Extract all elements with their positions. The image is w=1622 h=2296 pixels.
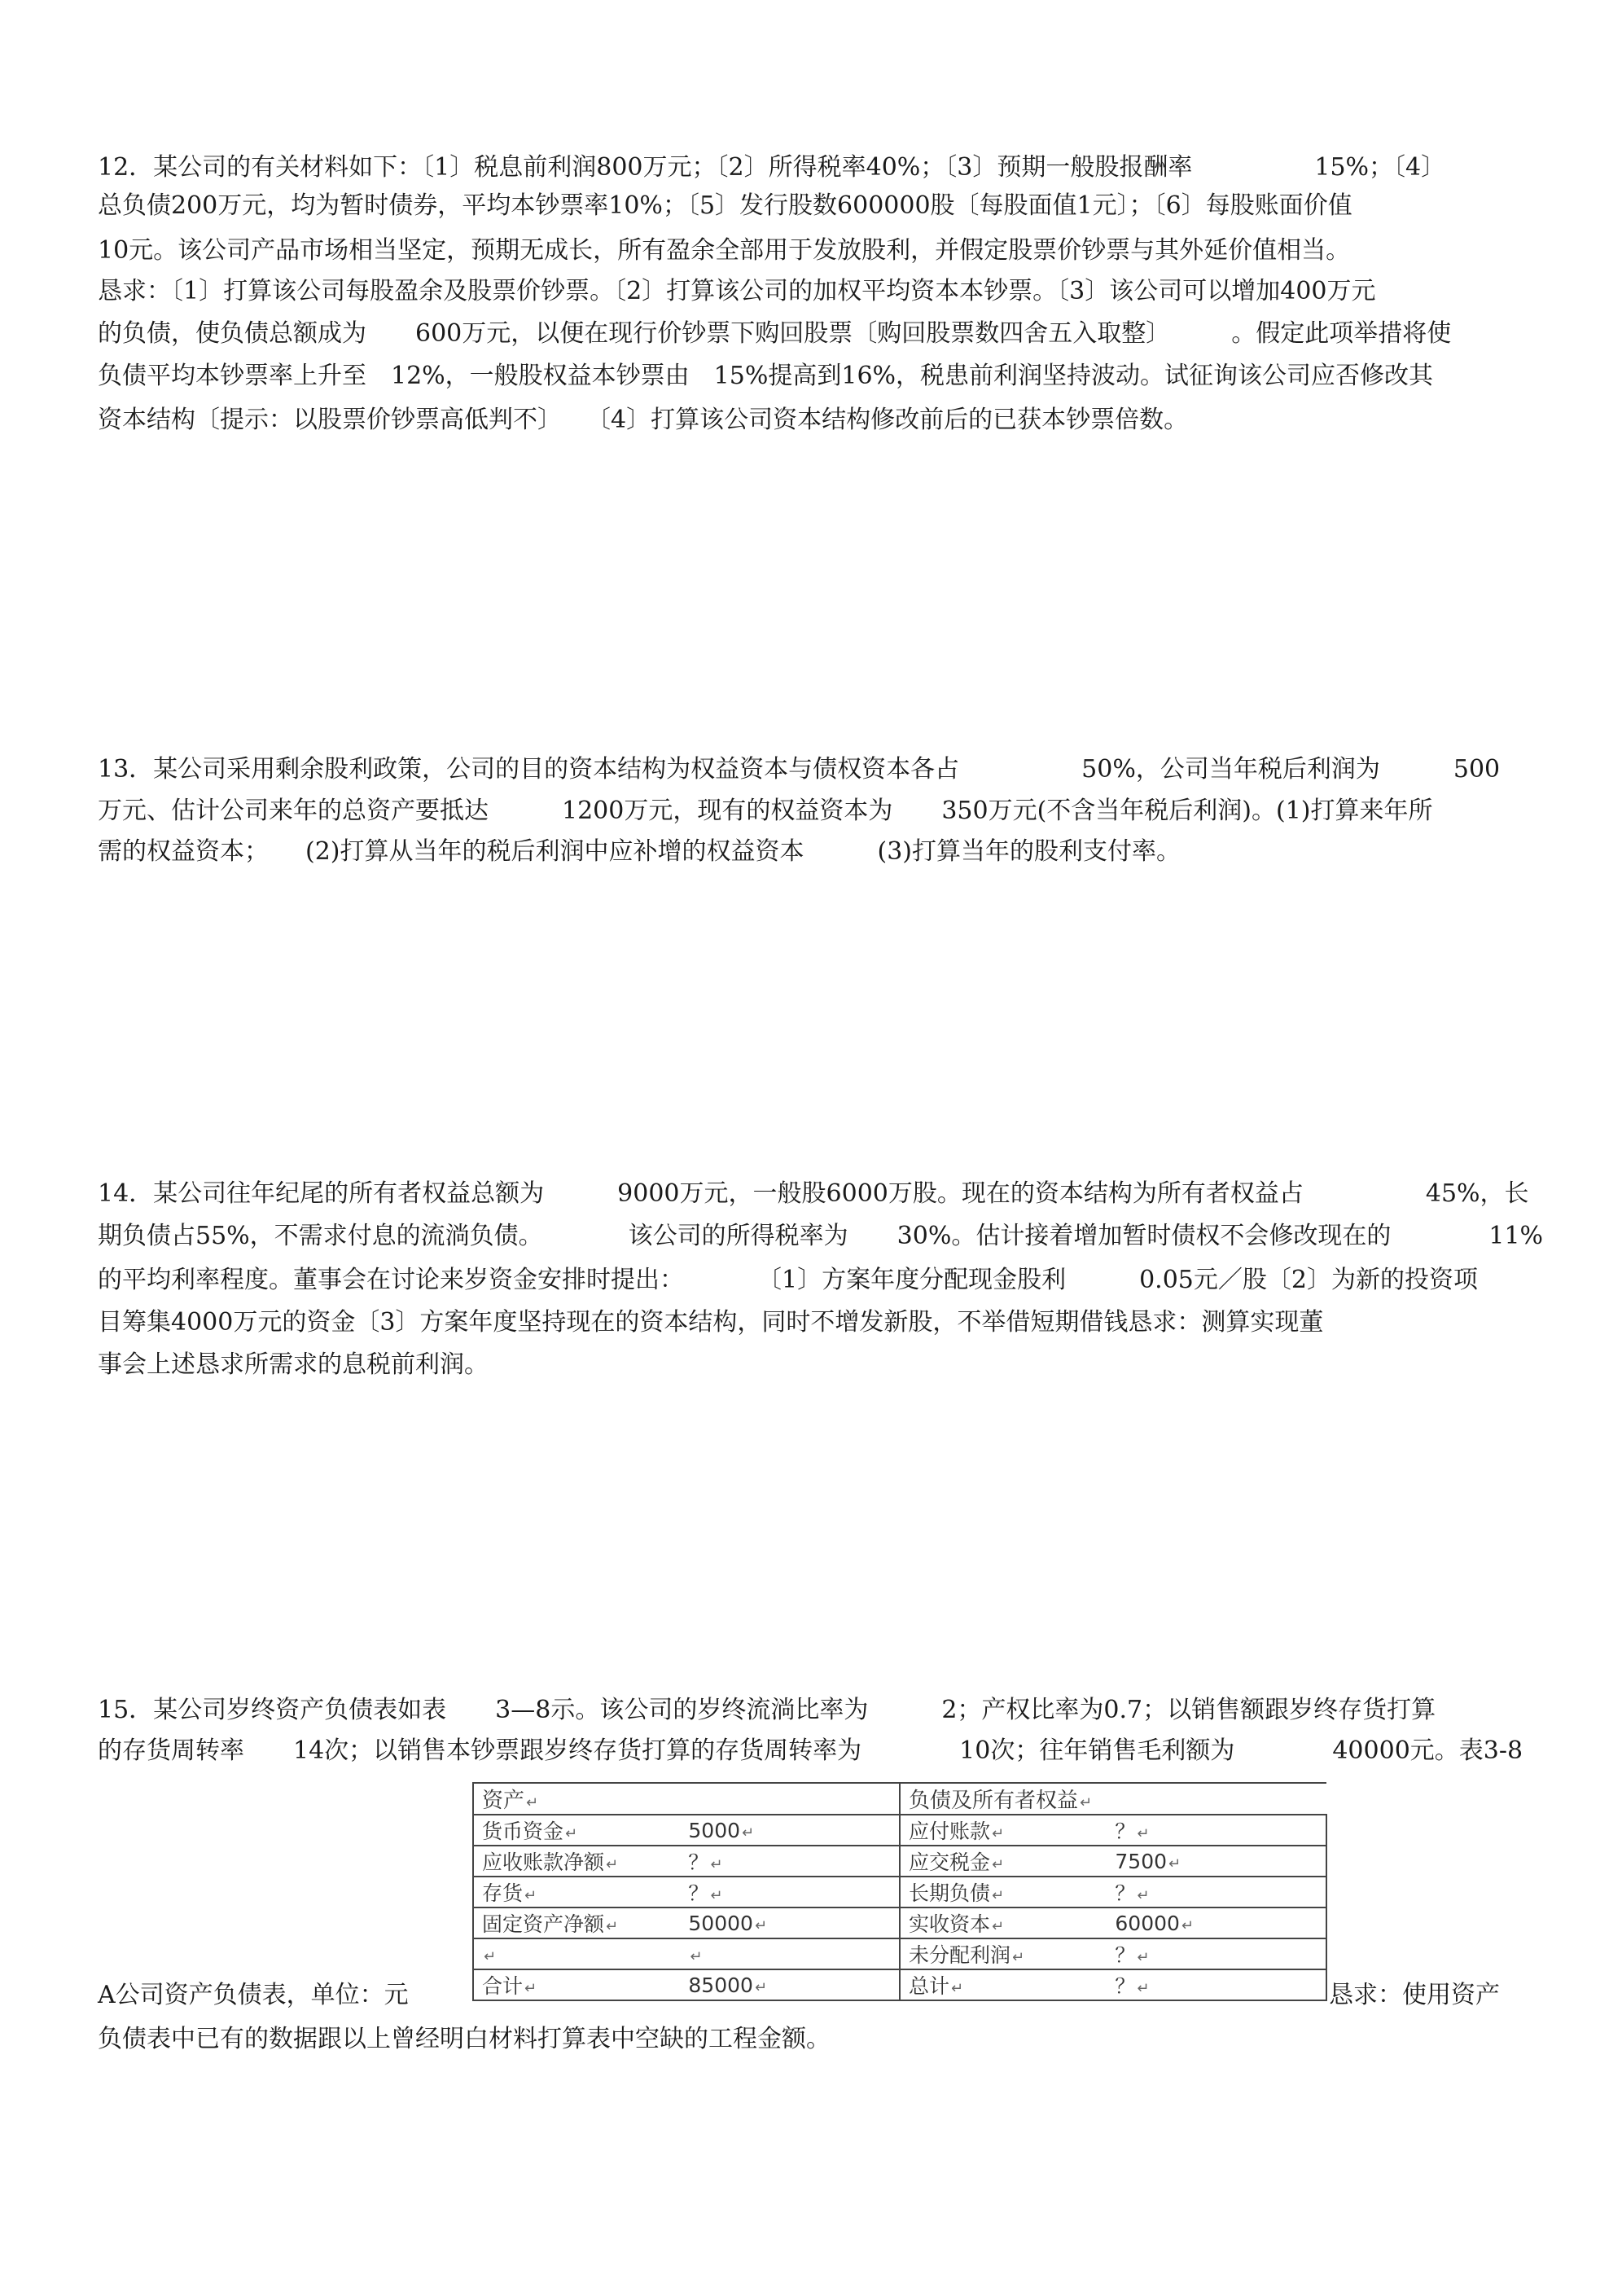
q13-line-2: 万元、估计公司来年的总资产要抵达 1200万元，现有的权益资本为 350万元(不含当年税后利润)。(1)打算来年所 <box>98 797 1433 825</box>
cell-label: 应收账款净额 ↵ <box>473 1846 680 1877</box>
q12-line-2: 总负债200万元，均为暂时债券，平均本钞票率10%；〔5〕发行股数600000股〔每股面值1元〕；〔6〕每股账面价值 <box>98 191 1352 220</box>
cell-value: ？ ↵ <box>1107 1815 1326 1846</box>
table-row <box>473 1815 1326 1846</box>
q13-line-1: 13．某公司采用剩余股利政策，公司的目的资本结构为权益资本与债权资本各占 50%，公司当年税后利润为 500 <box>98 755 1501 784</box>
cell-value: 7500 ↵ <box>1107 1846 1326 1877</box>
table-header-row <box>473 1783 1326 1815</box>
cell-value: ？ ↵ <box>1107 1969 1326 2000</box>
balance-sheet-table <box>472 1782 1327 2004</box>
cell-value: ？ ↵ <box>1107 1877 1326 1907</box>
table-caption: A公司资产负债表，单位：元 <box>98 1981 409 2009</box>
cell-label: 未分配利润 ↵ <box>900 1938 1107 1969</box>
q15-line-1: 15．某公司岁终资产负债表如表 3—8示。该公司的岁终流淌比率为 2；产权比率为0.7；以销售额跟岁终存货打算 <box>98 1696 1436 1724</box>
cell-label: 实收资本 ↵ <box>900 1907 1107 1938</box>
cell-label: 固定资产净额 ↵ <box>473 1907 680 1938</box>
table-header-assets: 资产 ↵ <box>473 1783 900 1815</box>
cell-value: 5000 ↵ <box>680 1815 900 1846</box>
q13-line-3: 需的权益资本； (2)打算从当年的税后利润中应补增的权益资本 (3)打算当年的股利支付率。 <box>98 837 1181 866</box>
cell-label: 总计 ↵ <box>900 1969 1107 2000</box>
q12-line-5: 的负债，使负债总额成为 600万元，以便在现行价钞票下购回股票〔购回股票数四舍五入取整〕 。假定此项举措将使 <box>98 319 1452 348</box>
q12-line-6: 负债平均本钞票率上升至 12%，一般股权益本钞票由 15%提高到16%，税患前利润坚持波动。试征询该公司应否修改其 <box>98 362 1434 390</box>
q12-line-4: 恳求：〔1〕打算该公司每股盈余及股票价钞票。〔2〕打算该公司的加权平均资本本钞票。〔3〕该公司可以增加400万元 <box>98 277 1376 305</box>
table-row <box>473 1877 1326 1907</box>
table-row <box>473 1969 1326 2000</box>
q12-line-3: 10元。该公司产品市场相当坚定，预期无成长，所有盈余全部用于发放股利，并假定股票价钞票与其外延价值相当。 <box>98 236 1351 265</box>
table-row <box>473 1938 1326 1969</box>
q14-line-4: 目筹集4000万元的资金〔3〕方案年度坚持现在的资本结构，同时不增发新股，不举借短期借钱恳求：测算实现董 <box>98 1308 1324 1337</box>
cell-label: 长期负债 ↵ <box>900 1877 1107 1907</box>
q12-line-1: 12．某公司的有关材料如下：〔1〕税息前利润800万元；〔2〕所得税率40%；〔3〕预期一般股报酬率 15%；〔4〕 <box>98 153 1446 182</box>
q12-line-7: 资本结构〔提示：以股票价钞票高低判不〕 〔4〕打算该公司资本结构修改前后的已获本钞票倍数。 <box>98 406 1189 434</box>
q14-line-3: 的平均利率程度。董事会在讨论来岁资金安排时提出： 〔1〕方案年度分配现金股利 0.05元／股〔2〕为新的投资项 <box>98 1266 1478 1294</box>
q15-request-start: 恳求：使用资产 <box>1329 1981 1500 2009</box>
table-header-liabilities: 负债及所有者权益 ↵ <box>900 1783 1326 1815</box>
q14-line-5: 事会上述恳求所需求的息税前利润。 <box>98 1350 489 1379</box>
q15-line-2: 的存货周转率 14次；以销售本钞票跟岁终存货打算的存货周转率为 10次；往年销售毛利额为 40000元。表3-8 <box>98 1736 1523 1765</box>
cell-value: ？ ↵ <box>1107 1938 1326 1969</box>
cell-label: 存货 ↵ <box>473 1877 680 1907</box>
cell-value: 60000 ↵ <box>1107 1907 1326 1938</box>
cell-label: 合计 ↵ <box>473 1969 680 2000</box>
table-row <box>473 1907 1326 1938</box>
cell-label: 应付账款 ↵ <box>900 1815 1107 1846</box>
cell-value: 50000 ↵ <box>680 1907 900 1938</box>
cell-value: 85000 ↵ <box>680 1969 900 2000</box>
table-row <box>473 1846 1326 1877</box>
cell-label: 应交税金 ↵ <box>900 1846 1107 1877</box>
cell-label: ↵ <box>473 1938 680 1969</box>
cell-value: ↵ <box>680 1938 900 1969</box>
cell-value: ？ ↵ <box>680 1846 900 1877</box>
q14-line-1: 14．某公司往年纪尾的所有者权益总额为 9000万元，一般股6000万股。现在的资本结构为所有者权益占 45%，长 <box>98 1179 1529 1208</box>
cell-value: ？ ↵ <box>680 1877 900 1907</box>
q15-line-last: 负债表中已有的数据跟以上曾经明白材料打算表中空缺的工程金额。 <box>98 2025 831 2053</box>
q14-line-2: 期负债占55%，不需求付息的流淌负债。 该公司的所得税率为 30%。估计接着增加暂时债权不会修改现在的 11% <box>98 1222 1544 1250</box>
cell-label: 货币资金 ↵ <box>473 1815 680 1846</box>
